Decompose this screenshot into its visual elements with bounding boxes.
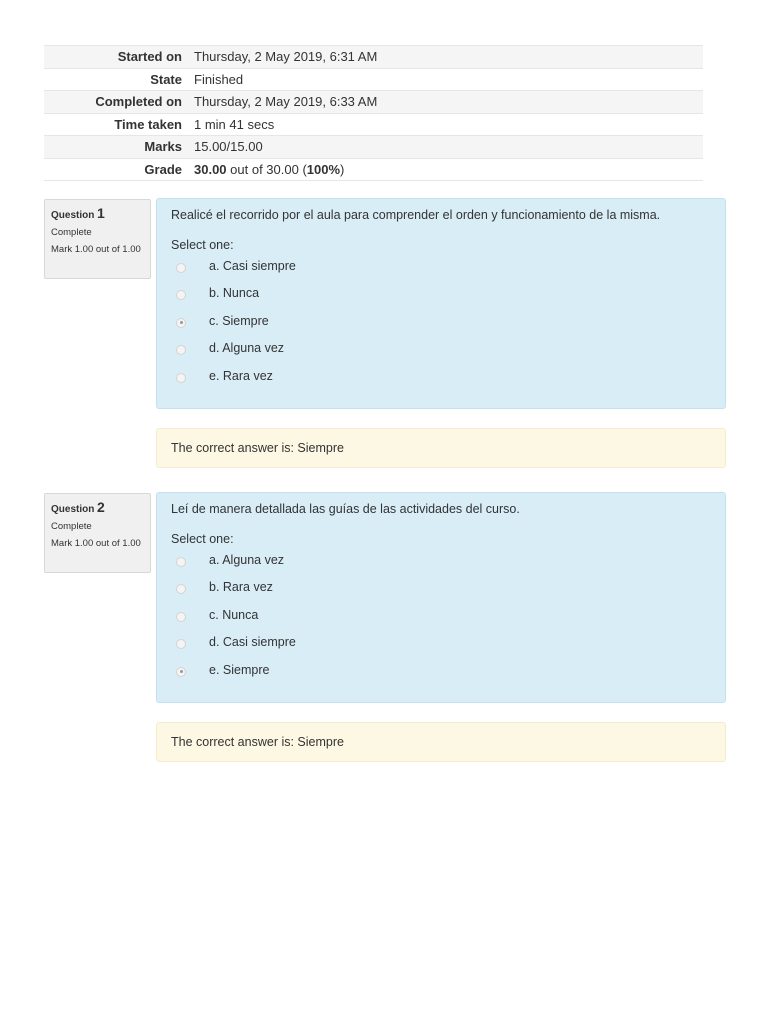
answer-option[interactable]: [171, 282, 711, 310]
summary-value: 15.00/15.00: [188, 136, 703, 159]
summary-label: Grade: [44, 158, 188, 181]
option-label[interactable]: b. Rara vez: [209, 580, 273, 595]
question-label: Question: [51, 504, 95, 515]
option-label[interactable]: e. Rara vez: [209, 368, 273, 383]
radio-button[interactable]: [176, 557, 186, 567]
quiz-summary-table: [44, 45, 703, 181]
summary-value: Thursday, 2 May 2019, 6:31 AM: [188, 46, 703, 69]
answer-option[interactable]: [171, 364, 711, 392]
question-mark: Mark 1.00 out of 1.00: [51, 538, 141, 549]
question-status: Complete: [51, 521, 92, 532]
question-number: 1: [96, 205, 105, 221]
summary-row-started: [44, 46, 703, 69]
summary-row-grade: [44, 158, 703, 181]
summary-row-time-taken: [44, 113, 703, 136]
question-number: 2: [96, 499, 105, 515]
answer-option[interactable]: [171, 254, 711, 282]
grade-value: [188, 158, 703, 181]
grade-close: ): [340, 161, 345, 177]
summary-label: Started on: [44, 46, 188, 69]
question-1-feedback: [156, 428, 726, 468]
option-label[interactable]: a. Casi siempre: [209, 258, 296, 273]
answer-option[interactable]: [171, 603, 711, 631]
summary-value: Finished: [188, 68, 703, 91]
grade-score: 30.00: [194, 161, 227, 177]
question-title: [51, 205, 144, 221]
question-2-formulation: [156, 492, 726, 703]
question-mark: Mark 1.00 out of 1.00: [51, 244, 141, 255]
question-1-formulation: [156, 198, 726, 409]
correct-answer-text: The correct answer is: Siempre: [171, 441, 344, 455]
question-1-info: [44, 199, 151, 279]
radio-button[interactable]: [176, 584, 186, 594]
answer-option[interactable]: [171, 548, 711, 576]
summary-value: 1 min 41 secs: [188, 113, 703, 136]
question-status: Complete: [51, 227, 92, 238]
question-text: Leí de manera detallada las guías de las actividades del curso.: [171, 502, 520, 516]
answer-option[interactable]: [171, 658, 711, 686]
answer-option[interactable]: [171, 576, 711, 604]
summary-value: Thursday, 2 May 2019, 6:33 AM: [188, 91, 703, 114]
radio-button-checked[interactable]: [176, 318, 186, 328]
option-label[interactable]: d. Alguna vez: [209, 341, 285, 356]
question-title: [51, 499, 144, 515]
summary-row-completed: [44, 91, 703, 114]
answer-options: [171, 254, 711, 392]
radio-button[interactable]: [176, 373, 186, 383]
summary-row-marks: [44, 136, 703, 159]
grade-percent: 100%: [306, 161, 341, 177]
answer-option[interactable]: [171, 337, 711, 365]
question-2-info: [44, 493, 151, 573]
question-2-feedback: [156, 722, 726, 762]
answer-options: [171, 548, 711, 686]
summary-label: Time taken: [44, 113, 188, 136]
select-prompt: Select one:: [171, 238, 234, 252]
radio-button[interactable]: [176, 345, 186, 355]
select-prompt: Select one:: [171, 532, 234, 546]
summary-label: Marks: [44, 136, 188, 159]
correct-answer-text: The correct answer is: Siempre: [171, 735, 344, 749]
radio-button[interactable]: [176, 639, 186, 649]
question-label: Question: [51, 210, 95, 221]
radio-button-checked[interactable]: [176, 667, 186, 677]
option-label[interactable]: e. Siempre: [209, 662, 270, 677]
summary-row-state: [44, 68, 703, 91]
option-label[interactable]: c. Siempre: [209, 313, 269, 328]
radio-button[interactable]: [176, 263, 186, 273]
answer-option[interactable]: [171, 631, 711, 659]
option-label[interactable]: a. Alguna vez: [209, 552, 285, 567]
grade-out-of: out of 30.00 (: [226, 161, 307, 177]
radio-button[interactable]: [176, 612, 186, 622]
summary-label: Completed on: [44, 91, 188, 114]
answer-option[interactable]: [171, 309, 711, 337]
question-text: Realicé el recorrido por el aula para comprender el orden y funcionamiento de la misma.: [171, 208, 661, 222]
radio-button[interactable]: [176, 290, 186, 300]
summary-label: State: [44, 68, 188, 91]
option-label[interactable]: d. Casi siempre: [209, 635, 296, 650]
option-label[interactable]: b. Nunca: [209, 286, 260, 301]
option-label[interactable]: c. Nunca: [209, 607, 259, 622]
